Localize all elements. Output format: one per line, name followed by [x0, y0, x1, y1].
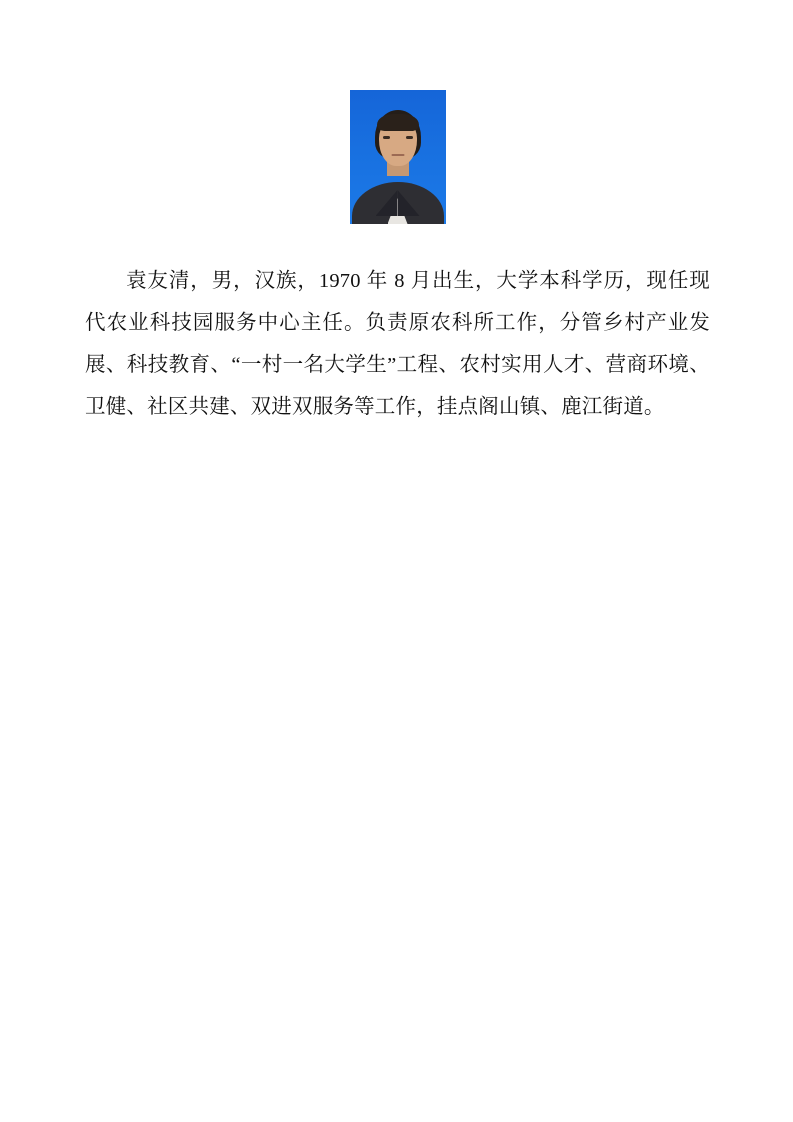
portrait-eye-left [383, 136, 390, 139]
portrait-eye-right [406, 136, 413, 139]
portrait-photo-container [85, 90, 710, 224]
document-content [85, 90, 710, 449]
biography-paragraph: 袁友清，男，汉族，1970 年 8 月出生，大学本科学历，现任现代农业科技园服务中心主任。负责原农科所工作，分管乡村产业发展、科技教育、“一村一名大学生”工程、农村实用人才、营商环境、卫健、社区共建、双进双服务等工作，挂点阁山镇、鹿江街道。 [85, 270, 710, 418]
portrait-mouth [391, 154, 404, 156]
portrait-photo [350, 90, 446, 224]
portrait-fringe [377, 114, 419, 131]
